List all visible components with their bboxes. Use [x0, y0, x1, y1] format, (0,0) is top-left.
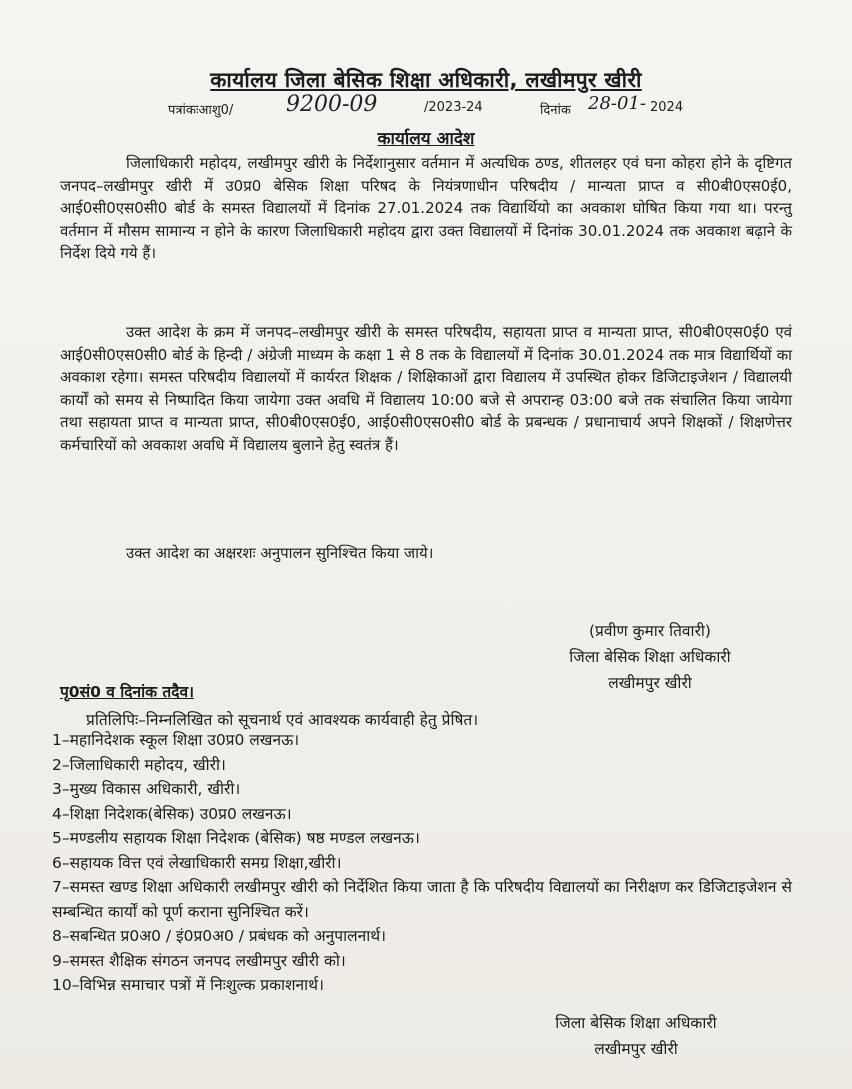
date-handwritten: 28-01-: [588, 93, 646, 114]
signatory-place: लखीमपुर खीरी: [594, 1040, 678, 1058]
order-paragraph-1: जिलाधिकारी महोदय, लखीमपुर खीरी के निर्देशानुसार वर्तमान में अत्यधिक ठण्ड, शीतलहर एवं घना कोहरा होने के दृष्टिगत जनपद–लखीमपुर खीरी में उ0प्र0 बेसिक शिक्षा परिषद के नियंत्रणाधीन परिषदीय / मान्यता प्राप्त व सी0बी0एस0ई0, आई0सी0एस0सी0 बोर्ड के समस्त विद्यालयों में दिनांक 27.01.2024 तक विद्यार्थियो का अवकाश घोषित किया गया था। परन्तु वर्तमान में मौसम सामान्य न होने के कारण जिलाधिकारी महोदय द्वारा उक्त विद्यालयों में दिनांक 30.01.2024 तक अवकाश बढ़ाने के निर्देश दिये गये हैं।: [60, 154, 792, 263]
signatory-designation: जिला बेसिक शिक्षा अधिकारी: [555, 1014, 717, 1032]
copy-recipient-list: [52, 728, 792, 998]
signature-block-1: [530, 618, 770, 696]
list-item: 6–सहायक वित्त एवं लेखाधिकारी समग्र शिक्षा,खीरी।: [52, 853, 342, 872]
signature-block-2: [506, 1010, 766, 1062]
list-item: 9–समस्त शैक्षिक संगठन जनपद लखीमपुर खीरी को।: [52, 951, 346, 970]
order-paragraph-2: उक्त आदेश के क्रम में जनपद–लखीमपुर खीरी के समस्त परिषदीय, सहायता प्राप्त व मान्यता प्राप्त, सी0बी0एस0ई0 एवं आई0सी0एस0सी0 बोर्ड के हिन्दी / अंग्रेजी माध्यम के कक्षा 1 से 8 तक के विद्यालयों में दिनांक 30.01.2024 तक मात्र विद्यार्थियों का अवकाश रहेगा। समस्त परिषदीय विद्यालयों में कार्यरत शिक्षक / शिक्षिकाओं द्वारा विद्यालय में उपस्थित होकर डिजिटाइजेशन / विद्यालयी कार्यों को समय से निष्पादित किया जायेगा उक्त अवधि में विद्यालय 10:00 बजे से अपरान्ह 03:00 बजे तक संचालित किया जायेगा तथा सहायता प्राप्त व मान्यता प्राप्त, सी0बी0एस0ई0, आई0सी0एस0सी0 बोर्ड के प्रबन्धक / प्रधानाचार्य अपने शिक्षकों / शिक्षणेत्तर कर्मचारियों को अवकाश अवधि में विद्यालय बुलाने हेतु स्वतंत्र हैं।: [60, 323, 792, 454]
ref-year: /2023-24: [424, 100, 483, 115]
list-item: 2–जिलाधिकारी महोदय, खीरी।: [52, 755, 226, 774]
list-item: 8–सबन्धित प्र0अ0 / इं0प्र0अ0 / प्रबंधक को अनुपालनार्थ।: [52, 927, 386, 945]
list-item: 1–महानिदेशक स्कूल शिक्षा उ0प्र0 लखनऊ।: [52, 731, 300, 749]
date-year: 2024: [650, 100, 684, 115]
list-item: 4–शिक्षा निदेशक(बेसिक) उ0प्र0 लखनऊ।: [52, 804, 292, 823]
signatory-name: (प्रवीण कुमार तिवारी): [589, 622, 711, 640]
list-item: 7–समस्त खण्ड शिक्षा अधिकारी लखीमपुर खीरी को निर्देशित किया जाता है कि परिषदीय विद्यालयों का निरीक्षण कर डिजिटाइजेशन से सम्बन्धित कार्यों को पूर्ण कराना सुनिश्चित करें।: [52, 878, 792, 921]
list-item: 10–विभिन्न समाचार पत्रों में निःशुल्क प्रकाशनार्थ।: [52, 976, 324, 994]
reference-line: [168, 92, 698, 122]
ref-label: पत्रांकःआशु0/: [168, 103, 234, 118]
order-heading: कार्यालय आदेश: [377, 129, 475, 149]
ref-number-handwritten: 9200-09: [286, 92, 378, 117]
signatory-designation: जिला बेसिक शिक्षा अधिकारी: [569, 648, 731, 666]
list-item: 5–मण्डलीय सहायक शिक्षा निदेशक (बेसिक) षष्ठ मण्डल लखनऊ।: [52, 829, 420, 847]
order-paragraph-3: उक्त आदेश का अक्षरशः अनुपालन सुनिश्चित किया जाये।: [126, 544, 434, 562]
office-title: कार्यालय जिला बेसिक शिक्षा अधिकारी, लखीमपुर खीरी: [210, 68, 642, 92]
list-item: 3–मुख्य विकास अधिकारी, खीरी।: [52, 780, 241, 798]
date-label: दिनांक: [540, 103, 571, 118]
copy-intro: प्रतिलिपिः–निम्नलिखित को सूचनार्थ एवं आवश्यक कार्यवाही हेतु प्रेषित।: [86, 711, 479, 729]
signatory-place: लखीमपुर खीरी: [608, 674, 692, 692]
copy-heading: पृ0सं0 व दिनांक तदैव।: [60, 683, 194, 701]
